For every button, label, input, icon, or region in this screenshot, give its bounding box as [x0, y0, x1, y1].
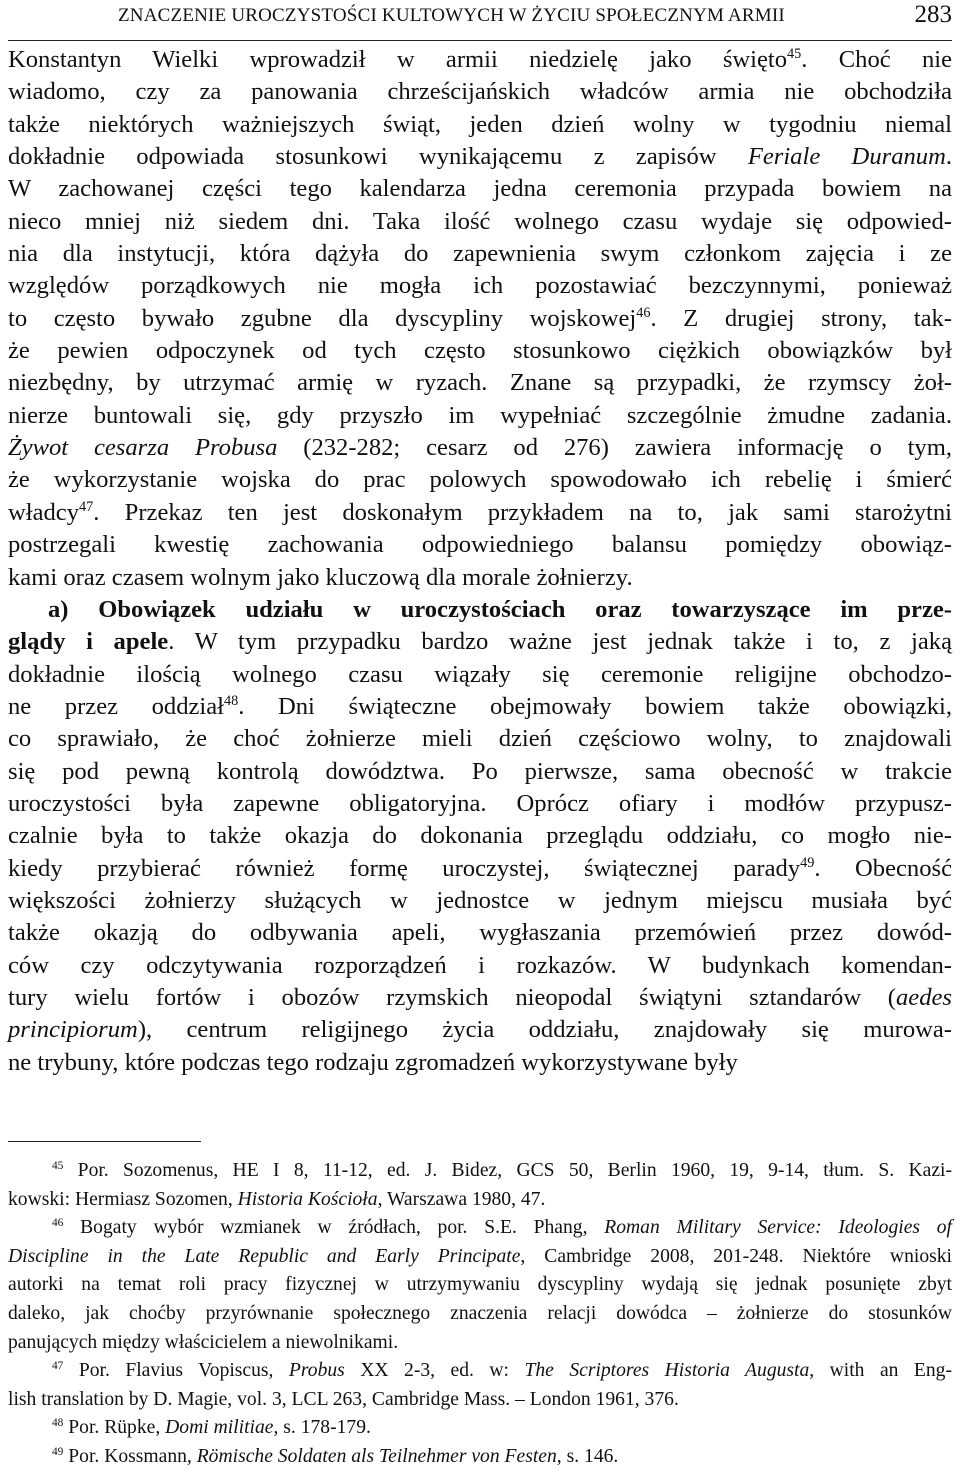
- text-run: kowski: Hermiasz Sozomen,: [8, 1188, 238, 1210]
- body-line: [8, 691, 952, 723]
- body-line: [8, 76, 952, 108]
- text-run: Domi militiae: [165, 1417, 274, 1439]
- text-run: , Cambridge 2008, 201-248. Niektóre wnioski: [520, 1245, 952, 1267]
- text-run: ne przez oddział: [8, 692, 225, 720]
- text-run: ), centrum religijnego życia oddziału, znajdowały się murowa-: [137, 1016, 952, 1044]
- body-line: [8, 141, 952, 173]
- body-line: [8, 820, 952, 852]
- body-line: [8, 270, 952, 302]
- footnotes: [8, 1157, 952, 1472]
- footnote-line: [8, 1329, 952, 1358]
- text-run: że pewien odpoczynek od tych często stosunkowo ciężkich obowiązków był: [8, 337, 952, 365]
- body-line: [8, 173, 952, 205]
- body-line: [8, 206, 952, 238]
- text-run: także niektórych ważniejszych świąt, jeden dzień wolny w tygodniu niemal: [8, 110, 952, 138]
- body-line: [8, 885, 952, 917]
- footnote-marker: 45: [787, 46, 802, 63]
- body-line: [8, 917, 952, 949]
- text-run: .: [945, 143, 952, 171]
- text-run: Por. Sozomenus, HE I 8, 11-12, ed. J. Bidez, GCS 50, Berlin 1960, 19, 9-14, tłum. S. Kazi-: [63, 1160, 952, 1181]
- text-run: Historia Kościoła: [237, 1188, 378, 1210]
- text-run: glądy i apele: [8, 628, 169, 656]
- text-run: Discipline in the Late Republic and Early Principate: [8, 1245, 521, 1267]
- footnote-marker: 48: [52, 1417, 64, 1430]
- text-run: . Przekaz ten jest doskonałym przykładem na to, jak sami starożytni: [93, 498, 952, 526]
- body-line: [8, 238, 952, 270]
- body-line: [8, 723, 952, 755]
- text-run: władcy: [8, 498, 80, 526]
- body-line: [8, 529, 952, 561]
- text-run: także okazją do odbywania apeli, wygłaszania przemówień przez dowód-: [8, 919, 952, 947]
- text-run: Roman Military Service: Ideologies of: [604, 1217, 952, 1239]
- body-line: [8, 109, 952, 141]
- text-run: . Choć nie: [801, 46, 952, 73]
- footnote-marker: 47: [52, 1360, 64, 1373]
- text-run: The Scriptores Historia Augusta: [524, 1360, 810, 1382]
- text-run: (232-282; cesarz od 276) zawiera informację o tym,: [277, 434, 952, 462]
- body-line: [8, 982, 952, 1014]
- footnote-line: [8, 1386, 952, 1415]
- text-run: . W tym przypadku bardzo ważne jest jednak także i to, z jaką: [168, 628, 952, 656]
- text-run: tury wielu fortów i obozów rzymskich nieopodal świątyni sztandarów (: [8, 983, 896, 1011]
- text-run: Konstantyn Wielki wprowadził w armii niedzielę jako święto: [8, 46, 788, 73]
- text-run: ne trybuny, które podczas tego rodzaju zgromadzeń wykorzystywane były: [8, 1048, 738, 1076]
- text-run: uroczystości była zapewne obligatoryjna. Oprócz ofiary i modłów przypusz-: [8, 789, 952, 817]
- text-run: nia dla instytucji, która dążyła do zapewnienia swym członkom zajęcia i ze: [8, 240, 952, 268]
- body-line: [8, 400, 952, 432]
- text-run: lish translation by D. Magie, vol. 3, LCL 263, Cambridge Mass. – London 1961, 376.: [8, 1388, 679, 1410]
- text-run: autorki na temat roli pracy fizycznej w utrzymywaniu dyscypliny wydają się jednak posunięte zbyt: [8, 1274, 952, 1296]
- text-run: , with an Eng-: [809, 1360, 952, 1382]
- text-run: W zachowanej części tego kalendarza jedna ceremonia przypada bowiem na: [8, 175, 952, 203]
- body-line: [8, 659, 952, 691]
- text-run: Por. Flavius Vopiscus,: [63, 1360, 289, 1382]
- body-line: [8, 1014, 952, 1046]
- body-line: [8, 853, 952, 885]
- text-run: dokładnie odpowiada stosunkowi wynikającemu z zapisów: [8, 143, 748, 171]
- body-line: [8, 626, 952, 658]
- text-run: . Z drugiej strony, tak-: [650, 304, 952, 332]
- text-run: Por. Kossmann,: [63, 1445, 197, 1467]
- footnote-marker: 48: [224, 693, 239, 710]
- text-run: kiedy przybierać również formę uroczystej, świątecznej parady: [8, 854, 801, 882]
- text-run: a) Obowiązek udziału w uroczystościach oraz towarzyszące im prze-: [48, 595, 952, 623]
- footnote-line: [8, 1186, 952, 1215]
- text-run: niezbędny, by utrzymać armię w ryzach. Znane są przypadki, że rzymscy żoł-: [8, 369, 952, 397]
- text-run: , s. 146.: [556, 1445, 619, 1467]
- text-run: Bogaty wybór wzmianek w źródłach, por. S.E. Phang,: [63, 1217, 605, 1239]
- body-line: [8, 497, 952, 529]
- text-run: , Warszawa 1980, 47.: [377, 1188, 546, 1210]
- body-line: [8, 303, 952, 335]
- text-run: . Dni świąteczne obejmowały bowiem także obowiązki,: [238, 692, 952, 720]
- footnote-line: [8, 1214, 952, 1243]
- body-line: [8, 788, 952, 820]
- footnote-line: [8, 1243, 952, 1272]
- text-run: Feriale Duranum: [747, 143, 946, 171]
- body-line: [8, 562, 952, 594]
- body-line: [8, 367, 952, 399]
- body-line: [8, 950, 952, 982]
- footnote-line: [8, 1414, 952, 1443]
- body-line: [8, 335, 952, 367]
- footnote-marker: 45: [52, 1159, 64, 1172]
- text-run: principiorum: [8, 1016, 138, 1044]
- text-run: się pod pewną kontrolą dowództwa. Po pierwsze, sama obecność w trakcie: [8, 757, 952, 785]
- text-run: nieco mniej niż siedem dni. Taka ilość wolnego czasu wydaje się odpowied-: [8, 207, 952, 235]
- body-line: [8, 432, 952, 464]
- footnote-line: [8, 1300, 952, 1329]
- text-run: co sprawiało, że choć żołnierze mieli dzień częściowo wolny, to znajdowali: [8, 725, 952, 753]
- text-run: to często bywało zgubne dla dyscypliny wojskowej: [8, 304, 637, 332]
- body-line: [8, 1047, 952, 1079]
- body-line: [8, 756, 952, 788]
- body-line: [8, 464, 952, 496]
- footnote-marker: 46: [52, 1217, 64, 1230]
- text-run: Żywot cesarza Probusa: [8, 434, 278, 462]
- text-run: postrzegali kwestię zachowania odpowiedniego balansu pomiędzy obowiąz-: [8, 531, 952, 559]
- text-run: dokładnie ilością wolnego czasu wiązały się ceremonie religijne obchodzo-: [8, 660, 952, 688]
- text-run: nierze buntowali się, gdy przyszło im wypełniać szczególnie żmudne zadania.: [8, 401, 952, 429]
- text-run: że wykorzystanie wojska do prac polowych spowodowało ich rebelię i śmierć: [8, 466, 952, 494]
- body-text: [8, 44, 952, 1079]
- text-run: daleko, jak choćby przyrównanie społecznego znaczenia relacji dowódca – żołnierze do stosunków: [8, 1302, 952, 1324]
- page-number: 283: [914, 1, 952, 28]
- footnote-marker: 49: [800, 854, 815, 871]
- text-run: Probus: [288, 1360, 345, 1382]
- text-run: . Obecność: [814, 854, 952, 882]
- text-run: Por. Rüpke,: [63, 1417, 166, 1439]
- text-run: względów porządkowych nie mogła ich pozostawiać bezczynnymi, ponieważ: [8, 272, 952, 300]
- running-head: ZNACZENIE UROCZYSTOŚCI KULTOWYCH W ŻYCIU SPOŁECZNYM ARMII: [118, 5, 785, 26]
- footnote-line: [8, 1157, 952, 1186]
- footnote-separator: [8, 1141, 201, 1142]
- footnote-marker: 46: [636, 304, 651, 321]
- body-line: [8, 594, 952, 626]
- page-header: [8, 0, 952, 41]
- text-run: Römische Soldaten als Teilnehmer von Festen: [196, 1445, 557, 1467]
- text-run: większości żołnierzy służących w jednostce w jednym miejscu musiała być: [8, 886, 952, 914]
- body-line: [8, 44, 952, 76]
- text-run: czalnie była to także okazja do dokonania przeglądu oddziału, co mogło nie-: [8, 822, 952, 850]
- text-run: kami oraz czasem wolnym jako kluczową dla morale żołnierzy.: [8, 563, 633, 591]
- text-run: panujących między właścicielem a niewolnikami.: [8, 1331, 399, 1353]
- footnote-marker: 49: [52, 1445, 64, 1458]
- text-run: XX 2-3, ed. w:: [344, 1360, 525, 1382]
- footnote-line: [8, 1357, 952, 1386]
- footnote-line: [8, 1443, 952, 1472]
- text-run: wiadomo, czy za panowania chrześcijańskich władców armia nie obchodziła: [8, 78, 952, 106]
- text-run: ców czy odczytywania rozporządzeń i rozkazów. W budynkach komendan-: [8, 951, 952, 979]
- text-run: , s. 178-179.: [273, 1417, 371, 1439]
- footnote-line: [8, 1271, 952, 1300]
- footnote-marker: 47: [79, 498, 94, 515]
- text-run: aedes: [896, 983, 952, 1011]
